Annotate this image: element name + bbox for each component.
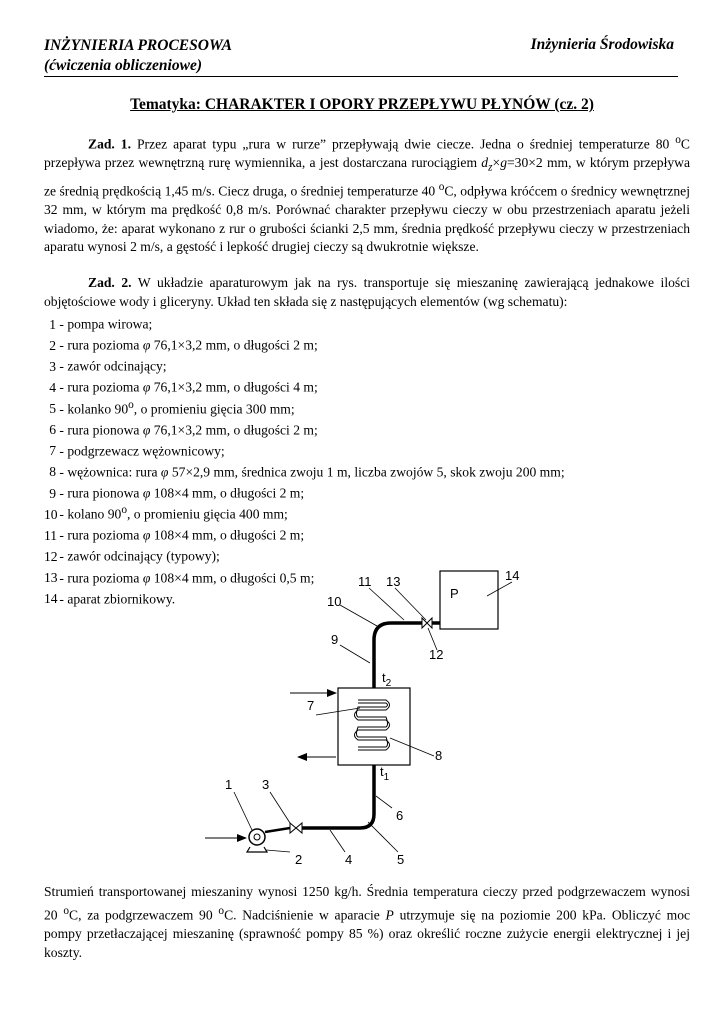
list-item: 11 - rura pozioma φ 108×4 mm, o długości 2 m; bbox=[44, 527, 305, 543]
valve-3-icon bbox=[290, 823, 302, 833]
coil-8 bbox=[355, 700, 390, 750]
topic-heading: Tematyka: CHARAKTER I OPORY PRZEPŁYWU PŁYNÓW (cz. 2) bbox=[130, 96, 594, 113]
valve-12-icon bbox=[422, 618, 432, 628]
header-left bbox=[44, 36, 232, 76]
pump-icon bbox=[247, 828, 290, 852]
header-divider bbox=[44, 76, 678, 77]
label-12: 12 bbox=[429, 647, 444, 662]
list-item: 9 - rura pionowa φ 108×4 mm, o długości 2 m; bbox=[49, 485, 305, 501]
list-item: 14 - aparat zbiornikowy. bbox=[44, 591, 176, 607]
list-item: 3 - zawór odcinający; bbox=[49, 358, 167, 374]
task-1-label: Zad. 1. bbox=[88, 136, 131, 152]
pipe-4-6 bbox=[302, 765, 374, 828]
tank-label: P bbox=[450, 586, 459, 601]
list-item: 7 - podgrzewacz wężownicowy; bbox=[49, 443, 225, 459]
course-subtitle: (ćwiczenia obliczeniowe) bbox=[44, 57, 202, 74]
task-2-label: Zad. 2. bbox=[88, 275, 132, 290]
label-5: 5 bbox=[397, 852, 405, 867]
task-1: Zad. 1. Przez aparat typu „rura w rurze” przepływają dwie ciecze. Jedna o średniej temperaturze 80 $^o$C przepływa przez wewnętrzną rurę wymiennika, a jest dostarczana rurociągiem $d_z\times g=30\times 2$ mm, w którym przepływa ze średnią prędkością 1,45 m/s. Ciecz druga, o średniej temperaturze 40 $^o$C, odpływa króćcem o średnicy wewnętrznej 32 mm, w którym ma prędkość 0,8 m/s. Porównać charakter przepływu cieczy w obu przestrzeniach aparatu jeżeli wiadomo, że: aparat wykonano z rur o grubości ścianki 2,5 mm, średnia prędkość przepływu cieczy w przestrzeniach aparatu wynosi 2 m/s, a gęstość i lepkość drugiej cieczy są dwukrotnie większe. bbox=[44, 134, 691, 255]
list-item: 2 - rura pozioma φ 76,1×3,2 mm, o długości 2 m; bbox=[49, 337, 318, 353]
label-9: 9 bbox=[331, 632, 339, 647]
list-item: 12 - zawór odcinający (typowy); bbox=[44, 548, 220, 564]
list-item: 6 - rura pionowa φ 76,1×3,2 mm, o długości 2 m; bbox=[49, 422, 318, 438]
label-4: 4 bbox=[345, 852, 353, 867]
temp-t2-label: $t_2$ bbox=[382, 670, 392, 689]
label-10: 10 bbox=[327, 594, 342, 609]
field-of-study: Inżynieria Środowiska bbox=[530, 36, 674, 53]
label-1: 1 bbox=[225, 777, 233, 792]
temp-t1-label: $t_1$ bbox=[380, 764, 390, 783]
label-11: 11 bbox=[358, 574, 372, 589]
process-schematic bbox=[190, 560, 550, 875]
list-item: 13 - rura pozioma φ 108×4 mm, o długości 0,5 m; bbox=[44, 570, 315, 586]
list-item: 8 - wężownica: rura φ 57×2,9 mm, średnica zwoju 1 m, liczba zwojów 5, skok zwoju 200 mm; bbox=[49, 464, 565, 480]
label-6: 6 bbox=[396, 808, 404, 823]
label-2: 2 bbox=[295, 852, 303, 867]
task-2-question: Strumień transportowanej mieszaniny wynosi 1250 kg/h. Średnia temperatura cieczy przed podgrzewaczem wynosi 20 $^o$C, za podgrzewaczem 90 $^o$C. Nadciśnienie w aparacie P utrzymuje się na poziomie 200 kPa. Obliczyć moc pompy przetłaczającej mieszaninę (sprawność pompy 85 %) oraz określić roczne zużycie energii elektrycznej i jej koszty. bbox=[44, 884, 691, 960]
label-7: 7 bbox=[307, 698, 315, 713]
label-3: 3 bbox=[262, 777, 270, 792]
list-item: 5 - kolanko 90$^o$, o promieniu gięcia 300 mm; bbox=[49, 398, 295, 417]
list-item: 4 - rura pozioma φ 76,1×3,2 mm, o długości 4 m; bbox=[49, 379, 318, 395]
course-title: INŻYNIERIA PROCESOWA bbox=[44, 37, 232, 54]
task-2-intro: Zad. 2. W układzie aparaturowym jak na rys. transportuje się mieszaninę zawierającą jednakowe ilości objętościowe wody i gliceryny. Układ ten składa się z następujących elementów (wg schematu): bbox=[44, 275, 690, 309]
list-item: 10 - kolano 90$^o$, o promieniu gięcia 400 mm; bbox=[44, 504, 288, 522]
tank-14 bbox=[440, 571, 498, 629]
label-14: 14 bbox=[505, 568, 520, 583]
label-13: 13 bbox=[386, 574, 401, 589]
label-8: 8 bbox=[435, 748, 443, 763]
list-item: 1 - pompa wirowa; bbox=[49, 316, 153, 332]
